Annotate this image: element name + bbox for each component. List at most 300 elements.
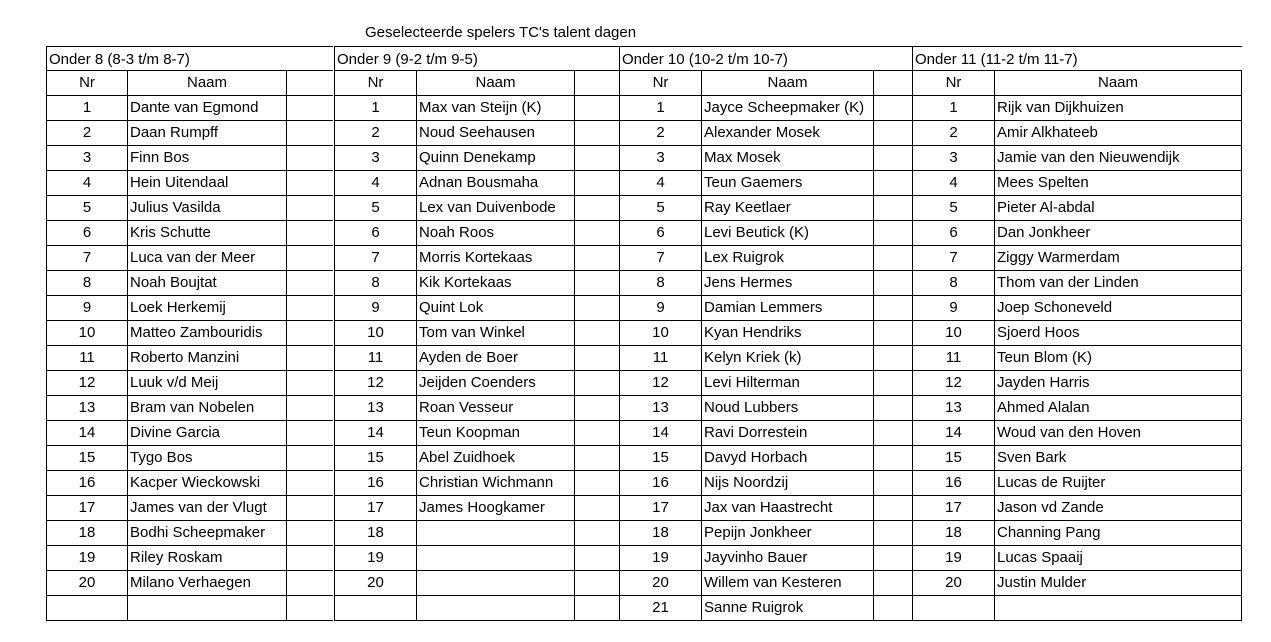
cell-nr: 13 bbox=[912, 396, 994, 420]
cell-nr: 13 bbox=[46, 396, 127, 420]
cell-nr: 17 bbox=[912, 496, 994, 520]
cell-empty bbox=[873, 96, 912, 120]
cell-nr: 18 bbox=[334, 521, 416, 545]
cell-nr: 17 bbox=[334, 496, 416, 520]
column-header-nr: Nr bbox=[912, 71, 994, 95]
cell-naam: Rijk van Dijkhuizen bbox=[994, 96, 1242, 120]
table-row bbox=[619, 171, 912, 196]
table-row bbox=[46, 596, 333, 621]
cell-nr: 19 bbox=[912, 546, 994, 570]
cell-empty bbox=[873, 346, 912, 370]
cell-empty bbox=[286, 496, 333, 520]
table-row bbox=[619, 296, 912, 321]
cell-empty bbox=[873, 296, 912, 320]
page-title: Geselecteerde spelers TC's talent dagen bbox=[365, 24, 637, 41]
column-header-nr: Nr bbox=[619, 71, 701, 95]
cell-empty bbox=[873, 596, 912, 620]
table-row bbox=[912, 346, 1242, 371]
cell-naam: Noud Lubbers bbox=[701, 396, 873, 420]
cell-naam: Max Mosek bbox=[701, 146, 873, 170]
table-row bbox=[619, 546, 912, 571]
cell-naam: Morris Kortekaas bbox=[416, 246, 574, 270]
cell-nr: 8 bbox=[334, 271, 416, 295]
cell-empty bbox=[873, 521, 912, 545]
cell-nr: 19 bbox=[46, 546, 127, 570]
cell-empty bbox=[574, 371, 619, 395]
cell-empty bbox=[873, 571, 912, 595]
group-title: Onder 11 (11-2 t/m 11-7) bbox=[912, 46, 1242, 71]
cell-empty bbox=[873, 71, 912, 95]
cell-naam: Matteo Zambouridis bbox=[127, 321, 286, 345]
cell-naam bbox=[416, 596, 574, 620]
cell-nr: 3 bbox=[334, 146, 416, 170]
cell-naam: Max van Steijn (K) bbox=[416, 96, 574, 120]
cell-nr: 4 bbox=[334, 171, 416, 195]
cell-nr: 3 bbox=[46, 146, 127, 170]
table-row bbox=[912, 471, 1242, 496]
cell-naam: Pepijn Jonkheer bbox=[701, 521, 873, 545]
cell-nr: 7 bbox=[912, 246, 994, 270]
cell-empty bbox=[873, 196, 912, 220]
cell-empty bbox=[574, 596, 619, 620]
cell-nr: 13 bbox=[334, 396, 416, 420]
cell-empty bbox=[286, 471, 333, 495]
cell-nr: 1 bbox=[619, 96, 701, 120]
table-row bbox=[912, 521, 1242, 546]
cell-empty bbox=[286, 371, 333, 395]
table-row bbox=[912, 121, 1242, 146]
cell-nr: 11 bbox=[46, 346, 127, 370]
cell-naam bbox=[416, 571, 574, 595]
table-row bbox=[334, 271, 619, 296]
cell-empty bbox=[286, 221, 333, 245]
cell-naam: Ziggy Warmerdam bbox=[994, 246, 1242, 270]
table-row bbox=[912, 421, 1242, 446]
group-table bbox=[334, 46, 619, 621]
cell-naam: Levi Hilterman bbox=[701, 371, 873, 395]
cell-nr: 2 bbox=[46, 121, 127, 145]
cell-naam: Noud Seehausen bbox=[416, 121, 574, 145]
cell-nr: 12 bbox=[46, 371, 127, 395]
cell-naam: Dante van Egmond bbox=[127, 96, 286, 120]
cell-naam: Divine Garcia bbox=[127, 421, 286, 445]
table-row bbox=[619, 96, 912, 121]
table-row bbox=[619, 346, 912, 371]
cell-empty bbox=[574, 146, 619, 170]
header-row bbox=[912, 71, 1242, 96]
cell-nr: 8 bbox=[912, 271, 994, 295]
cell-naam: Abel Zuidhoek bbox=[416, 446, 574, 470]
table-row bbox=[46, 546, 333, 571]
cell-naam: Dan Jonkheer bbox=[994, 221, 1242, 245]
cell-nr: 6 bbox=[46, 221, 127, 245]
table-row bbox=[46, 421, 333, 446]
table-row bbox=[619, 396, 912, 421]
table-row bbox=[619, 321, 912, 346]
cell-empty bbox=[286, 271, 333, 295]
cell-naam bbox=[127, 596, 286, 620]
table-row bbox=[46, 571, 333, 596]
table-row bbox=[334, 471, 619, 496]
cell-naam bbox=[416, 546, 574, 570]
table-row bbox=[912, 371, 1242, 396]
cell-naam: Lex van Duivenbode bbox=[416, 196, 574, 220]
cell-naam: Damian Lemmers bbox=[701, 296, 873, 320]
table-row bbox=[912, 546, 1242, 571]
cell-naam: Nijs Noordzij bbox=[701, 471, 873, 495]
cell-nr: 14 bbox=[334, 421, 416, 445]
table-row bbox=[619, 246, 912, 271]
cell-naam: Ayden de Boer bbox=[416, 346, 574, 370]
cell-naam: Bodhi Scheepmaker bbox=[127, 521, 286, 545]
table-row bbox=[619, 446, 912, 471]
cell-empty bbox=[873, 271, 912, 295]
table-row bbox=[619, 371, 912, 396]
cell-naam bbox=[416, 521, 574, 545]
cell-nr: 20 bbox=[46, 571, 127, 595]
cell-nr: 10 bbox=[912, 321, 994, 345]
cell-empty bbox=[286, 396, 333, 420]
cell-nr: 1 bbox=[46, 96, 127, 120]
cell-empty bbox=[873, 446, 912, 470]
cell-nr: 11 bbox=[334, 346, 416, 370]
cell-nr: 10 bbox=[334, 321, 416, 345]
cell-nr: 17 bbox=[619, 496, 701, 520]
table-row bbox=[334, 96, 619, 121]
cell-nr: 7 bbox=[619, 246, 701, 270]
table-row bbox=[46, 346, 333, 371]
cell-naam: Willem van Kesteren bbox=[701, 571, 873, 595]
table-row bbox=[334, 296, 619, 321]
table-row bbox=[619, 421, 912, 446]
table-row bbox=[334, 371, 619, 396]
cell-nr: 15 bbox=[46, 446, 127, 470]
cell-nr: 8 bbox=[619, 271, 701, 295]
cell-naam: Channing Pang bbox=[994, 521, 1242, 545]
cell-naam: Justin Mulder bbox=[994, 571, 1242, 595]
cell-nr: 21 bbox=[619, 596, 701, 620]
cell-empty bbox=[873, 471, 912, 495]
cell-naam: Kacper Wieckowski bbox=[127, 471, 286, 495]
table-row bbox=[912, 296, 1242, 321]
table-row bbox=[334, 421, 619, 446]
cell-naam: Kelyn Kriek (k) bbox=[701, 346, 873, 370]
cell-naam: Noah Boujtat bbox=[127, 271, 286, 295]
cell-nr: 9 bbox=[334, 296, 416, 320]
table-row bbox=[334, 121, 619, 146]
cell-nr: 12 bbox=[912, 371, 994, 395]
cell-naam: Tom van Winkel bbox=[416, 321, 574, 345]
cell-naam: Loek Herkemij bbox=[127, 296, 286, 320]
cell-empty bbox=[286, 96, 333, 120]
cell-naam: Amir Alkhateeb bbox=[994, 121, 1242, 145]
table-row bbox=[912, 196, 1242, 221]
table-row bbox=[912, 171, 1242, 196]
cell-empty bbox=[574, 521, 619, 545]
cell-empty bbox=[873, 221, 912, 245]
cell-nr: 9 bbox=[619, 296, 701, 320]
cell-empty bbox=[574, 396, 619, 420]
cell-naam: Jamie van den Nieuwendijk bbox=[994, 146, 1242, 170]
cell-nr: 2 bbox=[334, 121, 416, 145]
cell-empty bbox=[574, 121, 619, 145]
cell-naam: Sven Bark bbox=[994, 446, 1242, 470]
cell-empty bbox=[286, 196, 333, 220]
cell-empty bbox=[574, 321, 619, 345]
table-row bbox=[334, 496, 619, 521]
table-row bbox=[46, 146, 333, 171]
table-row bbox=[334, 146, 619, 171]
cell-naam: Lucas Spaaij bbox=[994, 546, 1242, 570]
table-row bbox=[334, 546, 619, 571]
group-table bbox=[46, 46, 333, 621]
table-row bbox=[46, 96, 333, 121]
cell-empty bbox=[286, 246, 333, 270]
table-row bbox=[46, 171, 333, 196]
cell-naam: Ravi Dorrestein bbox=[701, 421, 873, 445]
cell-empty bbox=[574, 196, 619, 220]
table-row bbox=[46, 471, 333, 496]
cell-nr: 10 bbox=[46, 321, 127, 345]
table-row bbox=[46, 446, 333, 471]
cell-empty bbox=[574, 571, 619, 595]
table-row bbox=[619, 271, 912, 296]
cell-empty bbox=[286, 596, 333, 620]
cell-nr: 4 bbox=[912, 171, 994, 195]
cell-nr: 2 bbox=[619, 121, 701, 145]
cell-naam: Jax van Haastrecht bbox=[701, 496, 873, 520]
cell-empty bbox=[574, 421, 619, 445]
table-row bbox=[619, 196, 912, 221]
cell-nr: 6 bbox=[912, 221, 994, 245]
table-row bbox=[912, 446, 1242, 471]
cell-empty bbox=[873, 421, 912, 445]
column-header-nr: Nr bbox=[46, 71, 127, 95]
column-header-naam: Naam bbox=[127, 71, 286, 95]
cell-naam: Jeijden Coenders bbox=[416, 371, 574, 395]
cell-nr: 5 bbox=[334, 196, 416, 220]
table-row bbox=[334, 171, 619, 196]
header-row bbox=[46, 71, 333, 96]
table-row bbox=[912, 221, 1242, 246]
table-row bbox=[46, 521, 333, 546]
table-row bbox=[46, 271, 333, 296]
cell-empty bbox=[873, 396, 912, 420]
cell-empty bbox=[286, 121, 333, 145]
cell-empty bbox=[873, 496, 912, 520]
cell-nr: 18 bbox=[912, 521, 994, 545]
table-row bbox=[46, 296, 333, 321]
cell-empty bbox=[286, 546, 333, 570]
cell-nr: 4 bbox=[619, 171, 701, 195]
table-row bbox=[912, 596, 1242, 621]
cell-naam: James Hoogkamer bbox=[416, 496, 574, 520]
cell-nr: 12 bbox=[619, 371, 701, 395]
cell-nr: 15 bbox=[334, 446, 416, 470]
cell-naam: Christian Wichmann bbox=[416, 471, 574, 495]
column-header-naam: Naam bbox=[416, 71, 574, 95]
table-row bbox=[46, 371, 333, 396]
table-row bbox=[334, 596, 619, 621]
cell-naam: Levi Beutick (K) bbox=[701, 221, 873, 245]
cell-empty bbox=[286, 71, 333, 95]
group-table bbox=[912, 46, 1242, 621]
cell-naam: Thom van der Linden bbox=[994, 271, 1242, 295]
cell-nr: 14 bbox=[912, 421, 994, 445]
cell-empty bbox=[574, 271, 619, 295]
cell-nr: 3 bbox=[912, 146, 994, 170]
cell-nr bbox=[46, 596, 127, 620]
cell-nr: 20 bbox=[334, 571, 416, 595]
cell-naam: Noah Roos bbox=[416, 221, 574, 245]
cell-empty bbox=[574, 171, 619, 195]
cell-nr: 7 bbox=[46, 246, 127, 270]
table-row bbox=[619, 571, 912, 596]
cell-naam: Jayden Harris bbox=[994, 371, 1242, 395]
column-header-naam: Naam bbox=[701, 71, 873, 95]
cell-naam: Teun Koopman bbox=[416, 421, 574, 445]
cell-nr: 12 bbox=[334, 371, 416, 395]
cell-naam bbox=[994, 596, 1242, 620]
cell-nr: 11 bbox=[912, 346, 994, 370]
cell-nr: 1 bbox=[334, 96, 416, 120]
cell-naam: Teun Gaemers bbox=[701, 171, 873, 195]
cell-nr: 7 bbox=[334, 246, 416, 270]
group-table bbox=[619, 46, 912, 621]
cell-nr: 18 bbox=[46, 521, 127, 545]
cell-empty bbox=[873, 371, 912, 395]
cell-naam: Bram van Nobelen bbox=[127, 396, 286, 420]
cell-nr: 20 bbox=[619, 571, 701, 595]
cell-naam: Jens Hermes bbox=[701, 271, 873, 295]
cell-naam: Kik Kortekaas bbox=[416, 271, 574, 295]
cell-empty bbox=[574, 96, 619, 120]
cell-naam: Hein Uitendaal bbox=[127, 171, 286, 195]
cell-naam: Alexander Mosek bbox=[701, 121, 873, 145]
cell-nr: 9 bbox=[46, 296, 127, 320]
cell-empty bbox=[286, 346, 333, 370]
table-row bbox=[334, 246, 619, 271]
cell-empty bbox=[873, 546, 912, 570]
cell-naam: Davyd Horbach bbox=[701, 446, 873, 470]
header-row bbox=[619, 71, 912, 96]
table-row bbox=[912, 271, 1242, 296]
cell-empty bbox=[286, 296, 333, 320]
table-row bbox=[619, 596, 912, 621]
cell-nr: 8 bbox=[46, 271, 127, 295]
cell-naam: Woud van den Hoven bbox=[994, 421, 1242, 445]
cell-nr: 15 bbox=[619, 446, 701, 470]
cell-nr: 19 bbox=[619, 546, 701, 570]
cell-naam: Roan Vesseur bbox=[416, 396, 574, 420]
cell-nr: 3 bbox=[619, 146, 701, 170]
group-title: Onder 8 (8-3 t/m 8-7) bbox=[46, 46, 333, 71]
cell-empty bbox=[873, 246, 912, 270]
cell-naam: Joep Schoneveld bbox=[994, 296, 1242, 320]
cell-empty bbox=[574, 471, 619, 495]
cell-empty bbox=[286, 446, 333, 470]
table-row bbox=[912, 571, 1242, 596]
table-row bbox=[334, 346, 619, 371]
cell-nr: 1 bbox=[912, 96, 994, 120]
table-row bbox=[619, 471, 912, 496]
group-title: Onder 10 (10-2 t/m 10-7) bbox=[619, 46, 912, 71]
table-row bbox=[619, 496, 912, 521]
cell-naam: Teun Blom (K) bbox=[994, 346, 1242, 370]
cell-nr: 9 bbox=[912, 296, 994, 320]
cell-nr: 6 bbox=[619, 221, 701, 245]
cell-nr: 17 bbox=[46, 496, 127, 520]
cell-naam: Riley Roskam bbox=[127, 546, 286, 570]
cell-empty bbox=[873, 121, 912, 145]
cell-naam: Luuk v/d Meij bbox=[127, 371, 286, 395]
cell-nr: 15 bbox=[912, 446, 994, 470]
cell-nr bbox=[334, 596, 416, 620]
cell-naam: Daan Rumpff bbox=[127, 121, 286, 145]
table-row bbox=[46, 196, 333, 221]
group-title: Onder 9 (9-2 t/m 9-5) bbox=[334, 46, 619, 71]
cell-empty bbox=[286, 571, 333, 595]
table-row bbox=[46, 321, 333, 346]
column-header-nr: Nr bbox=[334, 71, 416, 95]
table-row bbox=[912, 321, 1242, 346]
cell-nr: 4 bbox=[46, 171, 127, 195]
cell-empty bbox=[286, 321, 333, 345]
table-row bbox=[334, 396, 619, 421]
header-row bbox=[334, 71, 619, 96]
cell-nr: 18 bbox=[619, 521, 701, 545]
cell-nr: 20 bbox=[912, 571, 994, 595]
cell-naam: Ray Keetlaer bbox=[701, 196, 873, 220]
cell-naam: Mees Spelten bbox=[994, 171, 1242, 195]
cell-empty bbox=[873, 146, 912, 170]
table-row bbox=[912, 246, 1242, 271]
table-row bbox=[46, 246, 333, 271]
cell-empty bbox=[574, 496, 619, 520]
table-row bbox=[619, 146, 912, 171]
cell-naam: Sanne Ruigrok bbox=[701, 596, 873, 620]
cell-nr: 13 bbox=[619, 396, 701, 420]
cell-nr: 16 bbox=[912, 471, 994, 495]
cell-nr bbox=[912, 596, 994, 620]
cell-nr: 5 bbox=[912, 196, 994, 220]
table-row bbox=[46, 396, 333, 421]
cell-empty bbox=[574, 221, 619, 245]
table-row bbox=[912, 496, 1242, 521]
cell-naam: Lex Ruigrok bbox=[701, 246, 873, 270]
table-row bbox=[334, 221, 619, 246]
cell-naam: Jason vd Zande bbox=[994, 496, 1242, 520]
cell-empty bbox=[574, 296, 619, 320]
table-row bbox=[46, 496, 333, 521]
cell-nr: 14 bbox=[619, 421, 701, 445]
table-row bbox=[46, 121, 333, 146]
cell-empty bbox=[286, 421, 333, 445]
cell-naam: Luca van der Meer bbox=[127, 246, 286, 270]
cell-nr: 19 bbox=[334, 546, 416, 570]
table-row bbox=[334, 321, 619, 346]
cell-naam: Jayce Scheepmaker (K) bbox=[701, 96, 873, 120]
cell-naam: Quint Lok bbox=[416, 296, 574, 320]
cell-nr: 10 bbox=[619, 321, 701, 345]
table-row bbox=[334, 446, 619, 471]
cell-naam: Lucas de Ruijter bbox=[994, 471, 1242, 495]
cell-nr: 14 bbox=[46, 421, 127, 445]
cell-naam: Kyan Hendriks bbox=[701, 321, 873, 345]
table-row bbox=[619, 221, 912, 246]
cell-empty bbox=[286, 171, 333, 195]
table-row bbox=[912, 96, 1242, 121]
